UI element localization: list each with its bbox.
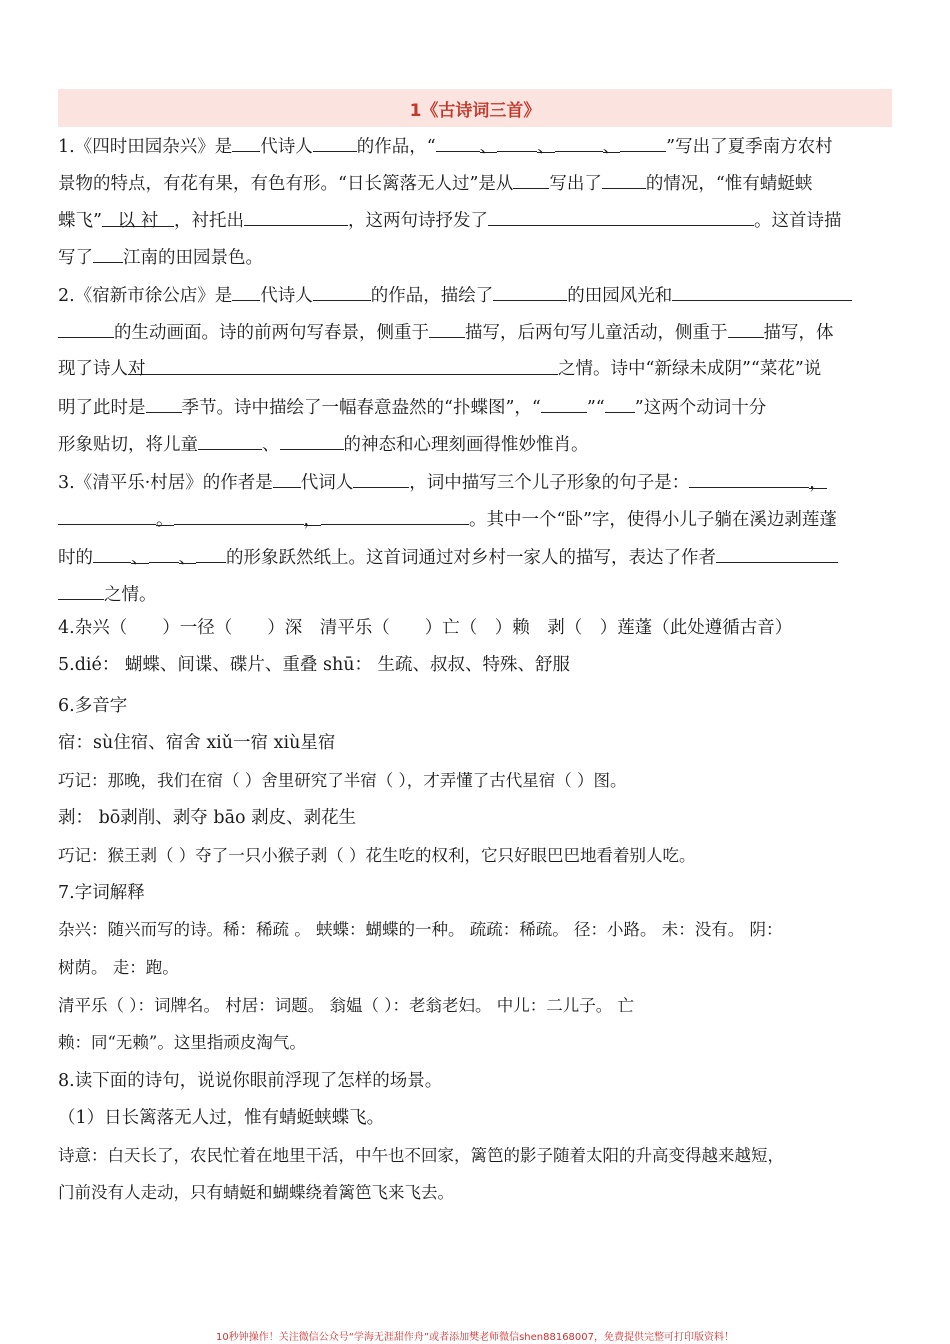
text: 。其中一个“卧”字，使得小儿子躺在溪边剥莲蓬 [469, 510, 837, 530]
text: ”这两个动词十分 [634, 398, 767, 418]
q7-line-1: 杂兴：随兴而写的诗。稀：稀疏 。 蛱蝶：蝴蝶的一种。 疏疏：稀疏。 径：小路。 未：没有。 阴： [58, 920, 783, 939]
text: 1.《四时田园杂兴》是 [58, 137, 233, 157]
q1-line-4 [58, 244, 892, 270]
q8-title: 8.读下面的诗句，说说你眼前浮现了怎样的场景。 [58, 1071, 443, 1091]
text: ”“ [586, 398, 605, 418]
blank [602, 170, 646, 189]
q2-line-1 [58, 282, 892, 308]
q6-bo: 剥： bō剥削、剥夺 bāo 剥皮、剥花生 [58, 808, 357, 828]
blank [58, 506, 156, 525]
blank [93, 244, 123, 263]
blank-sep: 、 [480, 134, 498, 153]
text: 明了此时是 [58, 398, 146, 418]
text: 2.《宿新市徐公店》是 [58, 286, 233, 306]
title-banner [58, 89, 892, 127]
blank [493, 282, 567, 301]
text: 的作品，“ [356, 137, 436, 157]
filled-blank: 以 衬 [102, 208, 174, 227]
text: 江南的田园景色。 [123, 248, 263, 268]
text: ，这两句诗抒发了 [347, 211, 488, 231]
text: 之情。诗中“新绿未成阴”“菜花”说 [558, 359, 822, 379]
text: 的作品，描绘了 [370, 286, 494, 306]
blank [174, 506, 304, 525]
q5-line: 5.dié： 蝴蝶、间谍、碟片、重叠 shū： 生疏、叔叔、特殊、舒服 [58, 655, 571, 675]
blank-sep: 、 [603, 134, 621, 153]
text: 的情况，“惟有蜻蜓蛱 [645, 174, 813, 194]
text: 3.《清平乐·村居》的作者是 [58, 473, 273, 493]
text: 写出了 [549, 174, 602, 194]
blank-sep: 、 [131, 545, 149, 564]
text: 的生动画面。诗的前两句写春景，侧重于 [114, 323, 429, 343]
text: ”写出了夏季南方农村 [666, 137, 833, 157]
text: 时的 [58, 548, 93, 568]
blank [672, 282, 852, 301]
text: 现了诗人 [58, 359, 128, 379]
q7-line-3: 清平乐（ ）：词牌名。 村居：词题。 翁媪（ ）：老翁老妇。 中儿：二儿子。 亡 [58, 996, 634, 1015]
blank-sep: ， [304, 507, 322, 526]
q7-title: 7.字词解释 [58, 883, 145, 903]
blank [280, 431, 344, 450]
text: 写了 [58, 248, 93, 268]
page-title: 1《古诗词三首》 [409, 100, 541, 121]
blank-sep: 。 [156, 507, 174, 526]
q3-line-1 [58, 469, 892, 495]
q6-su: 宿：sù住宿、宿舍 xiǔ一宿 xiù星宿 [58, 733, 336, 753]
blank-sep: 、 [537, 134, 555, 153]
blank [93, 544, 131, 563]
q1-line-2 [58, 170, 892, 196]
blank [321, 506, 469, 525]
text: 蝶飞” [58, 211, 102, 231]
text: ，衬托出 [173, 211, 244, 231]
q3-line-4 [58, 581, 892, 607]
blank [555, 133, 603, 152]
text: 的田园风光和 [567, 286, 673, 306]
text: 代诗人 [260, 137, 313, 157]
q2-line-3 [58, 356, 892, 382]
blank [488, 207, 754, 226]
blank [429, 319, 465, 338]
q2-line-2 [58, 319, 892, 345]
q7-line-2: 树荫。 走：跑。 [58, 958, 179, 977]
blank [58, 319, 114, 338]
text: ，词中描写三个儿子形象的句子是： [409, 473, 690, 493]
q8-line-2: 门前没有人走动，只有蜻蜓和蝴蝶绕着篱笆飞来飞去。 [58, 1183, 454, 1202]
blank [232, 133, 260, 152]
text: 形象贴切，将儿童 [58, 435, 198, 455]
q2-line-5 [58, 431, 892, 457]
q1-line-1 [58, 133, 892, 159]
text: 描写，后两句写儿童活动，侧重于 [465, 323, 728, 343]
blank [198, 431, 262, 450]
q6-title: 6.多音字 [58, 696, 128, 716]
q2-line-4 [58, 394, 892, 420]
q7-line-4: 赖：同“无赖”。这里指顽皮淘气。 [58, 1033, 306, 1052]
blank [716, 544, 838, 563]
text: 。这首诗描 [753, 211, 842, 231]
q6-qiaoji-2: 巧记：猴王剥（ ）夺了一只小猴子剥（ ）花生吃的权利，它只好眼巴巴地看着别人吃。 [58, 846, 696, 865]
q8-sub: （1）日长篱落无人过，惟有蜻蜓蛱蝶飞。 [58, 1108, 385, 1128]
text: 描写，体 [763, 323, 834, 343]
blank [497, 133, 537, 152]
text: 景物的特点，有花有果，有色有形。“日长篱落无人过”是从 [58, 174, 514, 194]
text: 之情。 [104, 585, 157, 605]
blank [196, 544, 226, 563]
text: 代词人 [300, 473, 354, 493]
blank [58, 581, 104, 600]
text: 的神态和心理刻画得惟妙惟肖。 [343, 435, 589, 455]
text: 、 [262, 435, 280, 455]
blank [620, 133, 666, 152]
q3-line-3 [58, 544, 892, 570]
blank [313, 282, 371, 301]
blank [436, 133, 480, 152]
blank-sep: 、 [179, 545, 197, 564]
q1-line-3 [58, 207, 892, 233]
blank-sep: ， [809, 470, 827, 489]
footer-note: 10秒钟操作！关注微信公众号“学海无涯甜作舟”或者添加樊老师微信shen88168007，免费提供完整可打印版资料！ [215, 1332, 735, 1343]
text: 季节。诗中描绘了一幅春意盎然的“扑蝶图”，“ [181, 398, 541, 418]
text: 的形象跃然纸上。这首词通过对乡村一家人的描写，表达了作者 [226, 548, 716, 568]
blank [313, 133, 357, 152]
blank [353, 469, 409, 488]
blank [149, 544, 179, 563]
blank [232, 282, 260, 301]
blank [541, 394, 587, 413]
q3-line-2 [58, 506, 892, 532]
blank [146, 394, 182, 413]
blank [513, 170, 549, 189]
blank [689, 469, 809, 488]
q8-line-1: 诗意：白天长了，农民忙着在地里干活，中午也不回家，篱笆的影子随着太阳的升高变得越来越短， [58, 1146, 784, 1165]
q4-line: 4.杂兴（ ）一径（ ）深 清平乐（ ）亡（ ）赖 剥（ ）莲蓬（此处遵循古音） [58, 618, 793, 638]
blank [273, 469, 301, 488]
filled-blank: 对 [128, 356, 558, 375]
q6-qiaoji-1: 巧记：那晚，我们在宿（ ）舍里研究了半宿（ ），才弄懂了古代星宿（ ）图。 [58, 771, 627, 790]
text: 代诗人 [260, 286, 313, 306]
blank [605, 394, 635, 413]
blank [728, 319, 764, 338]
blank [244, 207, 348, 226]
